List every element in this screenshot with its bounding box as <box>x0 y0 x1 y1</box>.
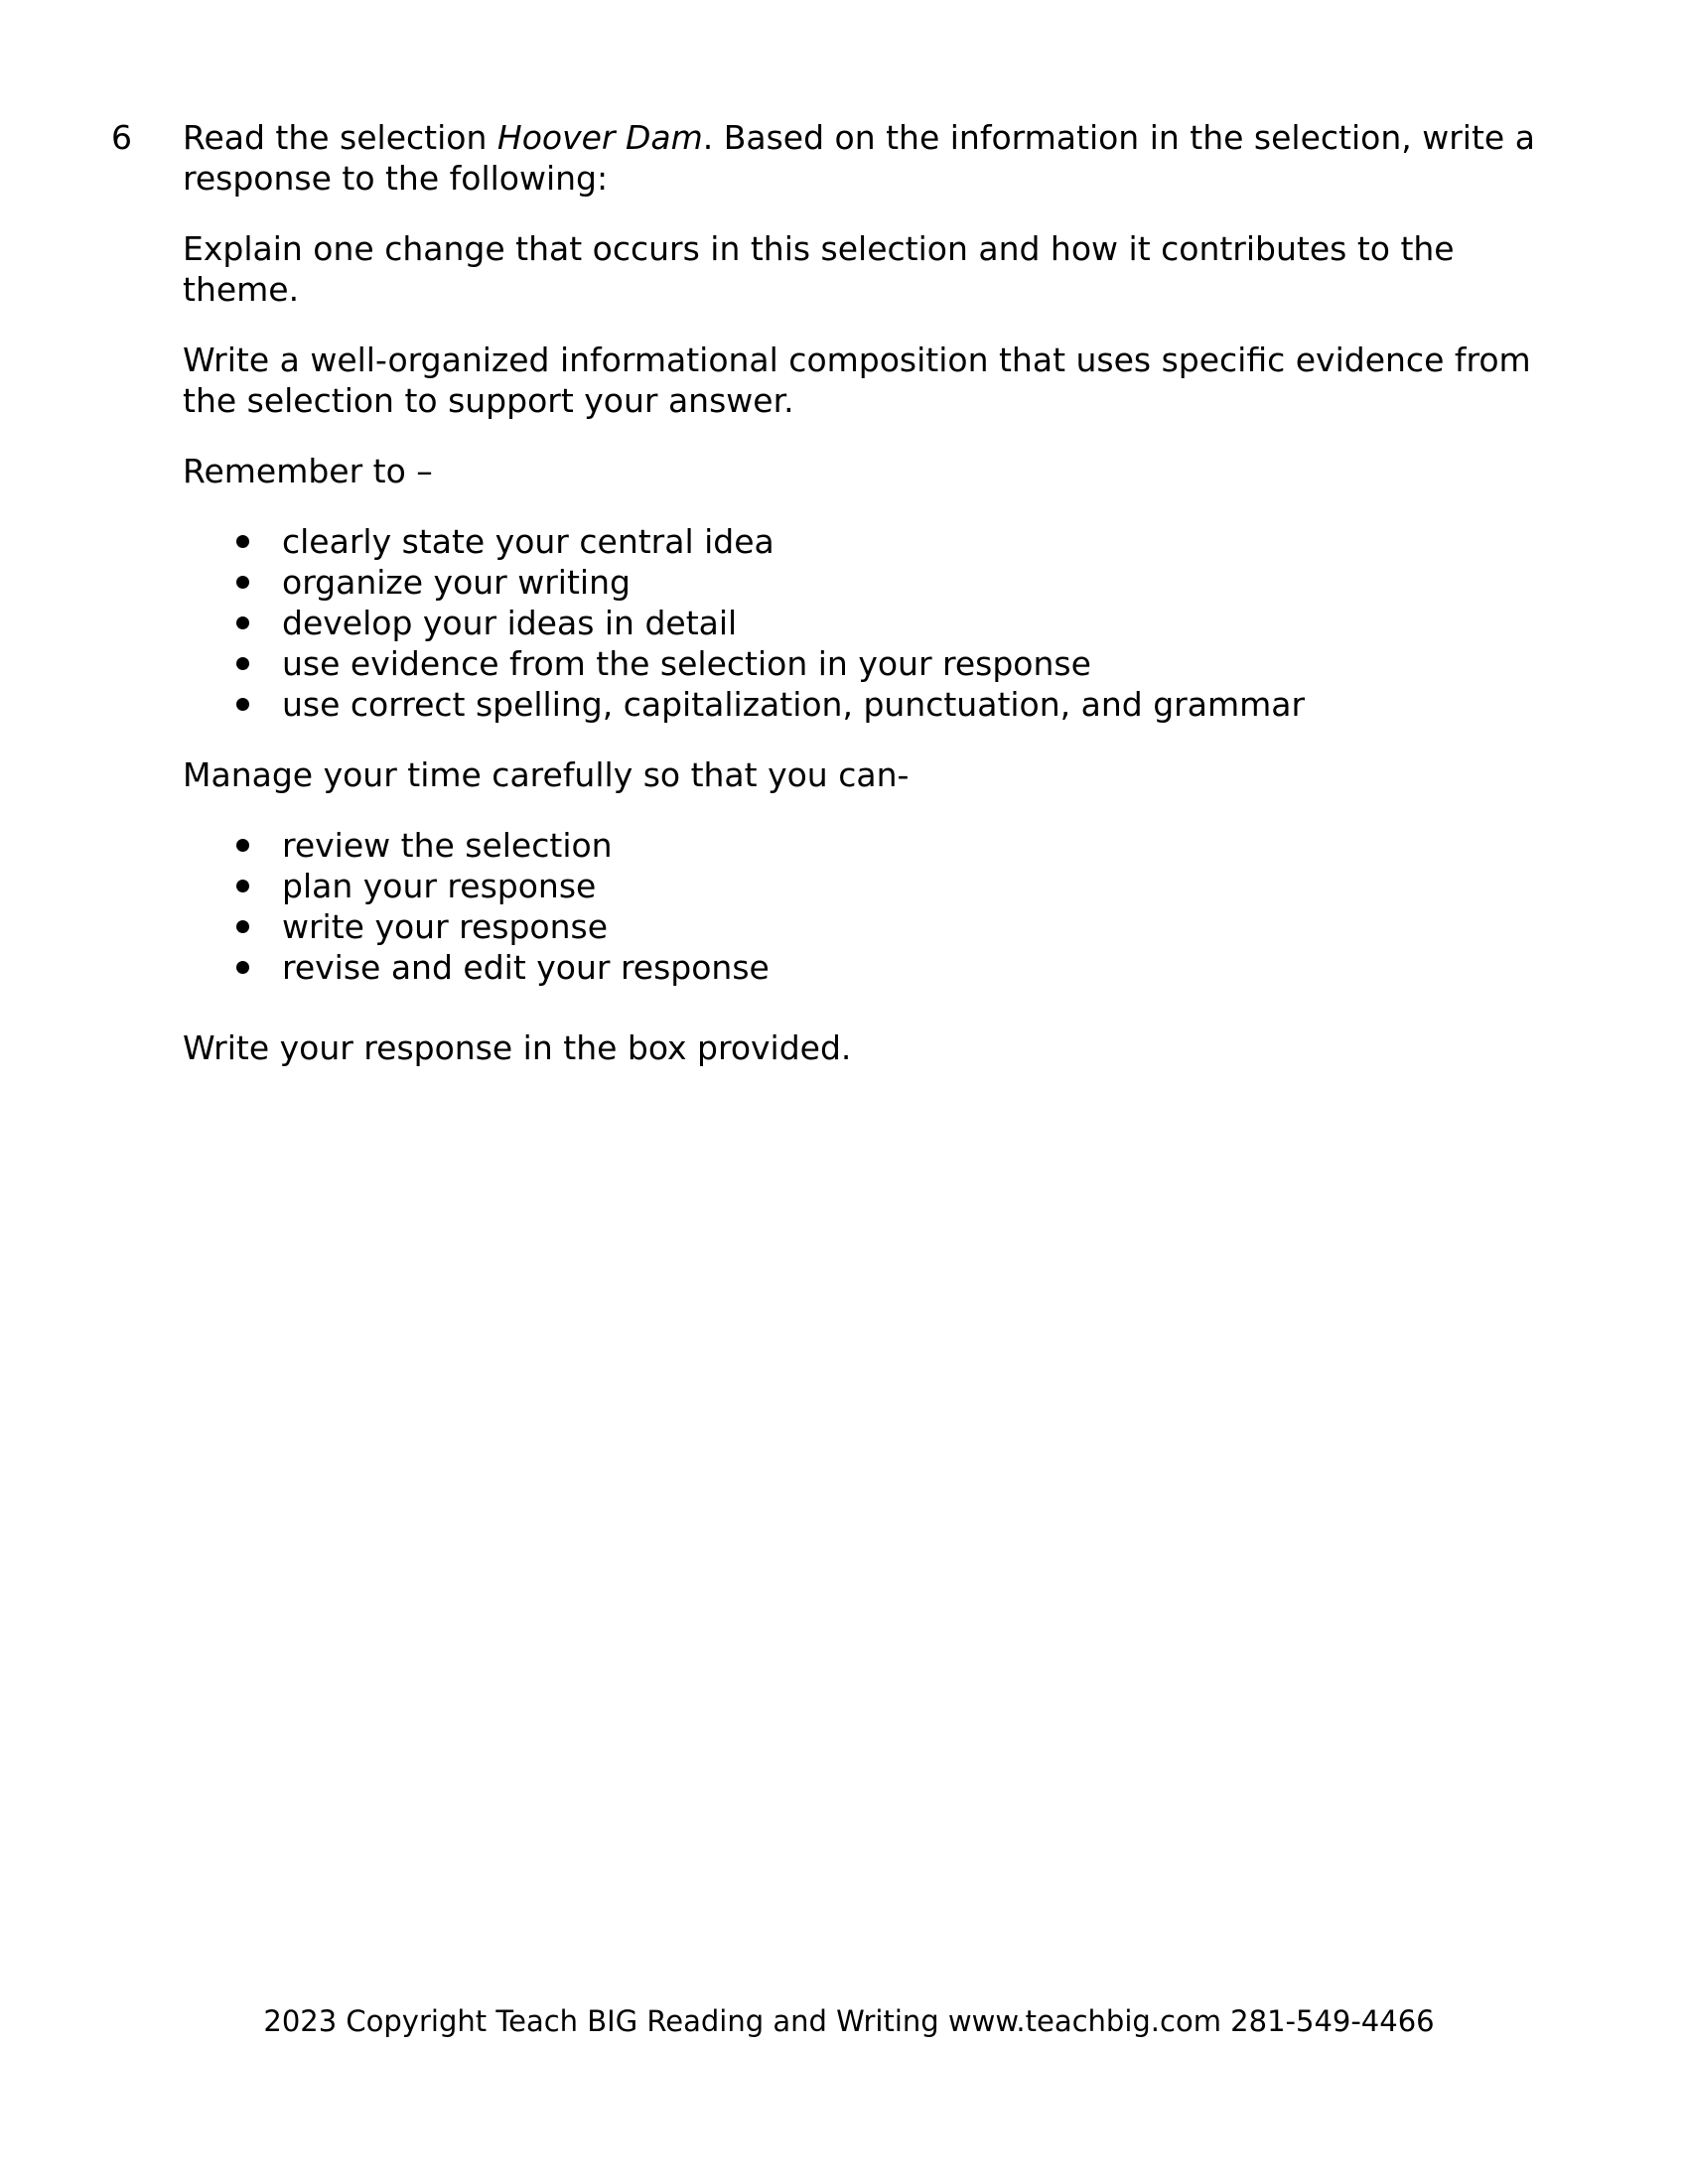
remember-list <box>183 521 1573 725</box>
list-item <box>183 562 1573 603</box>
composition-instruction: Write a well-organized informational composition that uses specific evidence from the selection to support your answer. <box>183 341 1531 420</box>
question-body <box>183 117 1573 1098</box>
bullet-icon <box>236 657 249 670</box>
manage-list <box>183 825 1573 988</box>
remember-heading: Remember to – <box>183 452 433 490</box>
intro-text-before: Read the selection <box>183 118 497 157</box>
list-item-text: plan your response <box>282 867 597 905</box>
list-item-text: use correct spelling, capitalization, punctuation, and grammar <box>282 685 1306 724</box>
list-item <box>183 866 1573 906</box>
intro-text-after: . Based on the information in the selection, write a response to the following: <box>183 118 1535 198</box>
list-item <box>183 825 1573 866</box>
manage-heading: Manage your time carefully so that you can- <box>183 755 910 794</box>
question-number: 6 <box>111 118 132 157</box>
selection-title: Hoover Dam <box>496 118 703 157</box>
bullet-icon <box>236 576 249 589</box>
bullet-icon <box>236 616 249 629</box>
bullet-icon <box>236 535 249 548</box>
list-item-text: write your response <box>282 907 609 946</box>
list-item-text: review the selection <box>282 826 613 865</box>
list-item-text: organize your writing <box>282 563 631 602</box>
list-item-text: revise and edit your response <box>282 948 770 987</box>
bullet-icon <box>236 920 249 933</box>
list-item <box>183 521 1573 562</box>
question-intro <box>183 117 1573 199</box>
bullet-icon <box>236 698 249 711</box>
copyright-footer: 2023 Copyright Teach BIG Reading and Writing www.teachbig.com 281-549-4466 <box>263 2004 1435 2038</box>
question-prompt: Explain one change that occurs in this selection and how it contributes to the theme. <box>183 229 1455 309</box>
list-item-text: develop your ideas in detail <box>282 604 738 642</box>
bullet-icon <box>236 961 249 974</box>
bullet-icon <box>236 839 249 852</box>
list-item <box>183 684 1573 725</box>
list-item-text: use evidence from the selection in your response <box>282 644 1091 683</box>
list-item <box>183 906 1573 947</box>
list-item <box>183 947 1573 988</box>
list-item-text: clearly state your central idea <box>282 522 774 561</box>
closing-instruction: Write your response in the box provided. <box>183 1028 852 1067</box>
bullet-icon <box>236 880 249 892</box>
list-item <box>183 643 1573 684</box>
list-item <box>183 603 1573 643</box>
